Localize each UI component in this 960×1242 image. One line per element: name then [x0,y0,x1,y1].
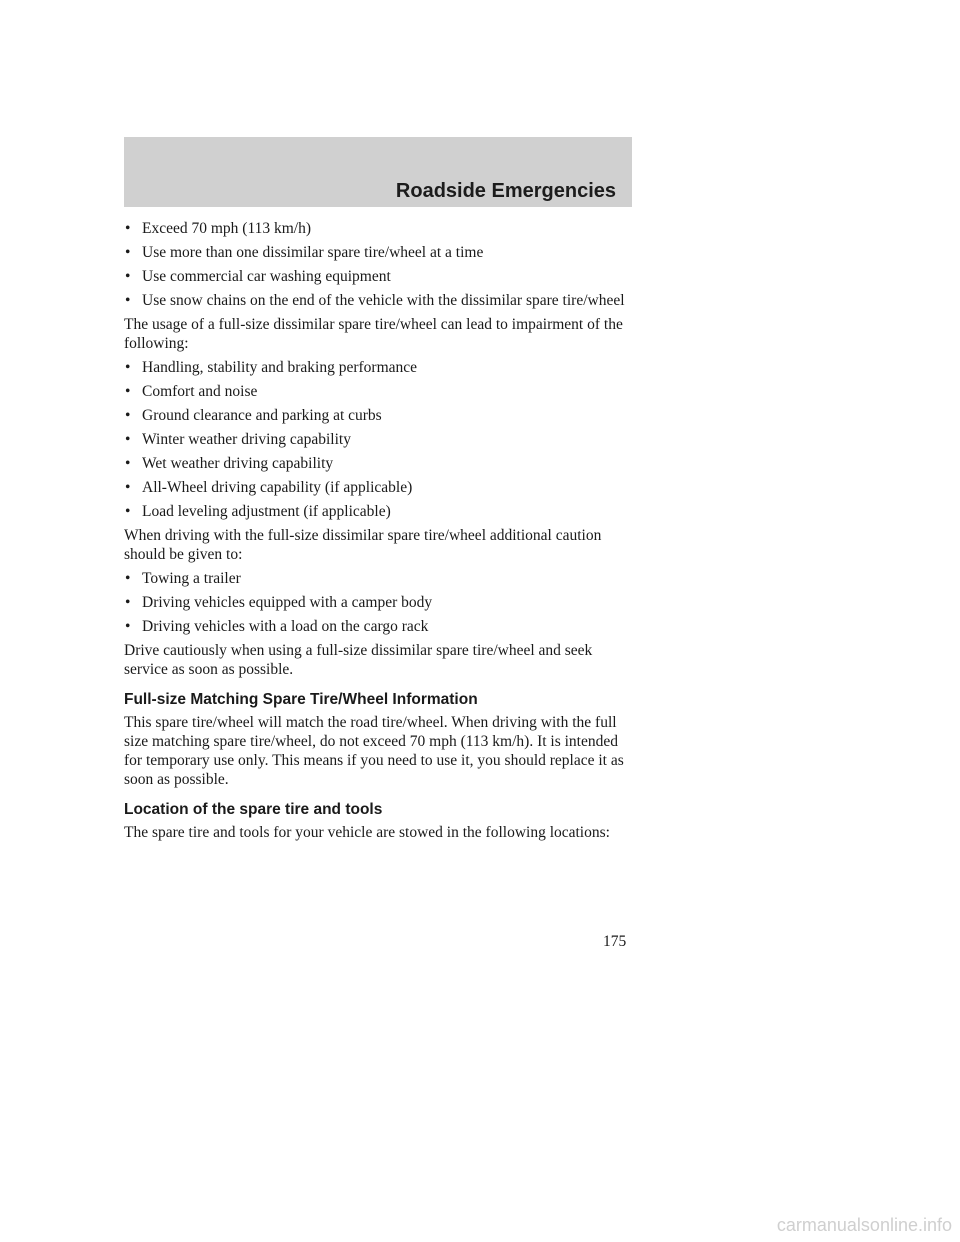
list-item: • Use more than one dissimilar spare tire/wheel at a time [124,243,634,262]
list-item: • Wet weather driving capability [124,454,634,473]
paragraph: The usage of a full-size dissimilar spare tire/wheel can lead to impairment of the following: [124,316,623,352]
list-item: • Exceed 70 mph (113 km/h) [124,219,634,238]
impairment-list [124,358,634,521]
watermark: carmanualsonline.info [776,1215,952,1235]
list-item: • Winter weather driving capability [124,430,634,449]
paragraph: Drive cautiously when using a full-size dissimilar spare tire/wheel and seek service as soon as possible. [124,642,593,678]
section-title: Roadside Emergencies [395,180,616,202]
caution-list [124,569,634,636]
list-item: • All-Wheel driving capability (if applicable) [124,478,634,497]
section-header-band [124,137,632,207]
list-item: • Handling, stability and braking performance [124,358,634,377]
list-item: • Towing a trailer [124,569,634,588]
list-item: • Comfort and noise [124,382,634,401]
list-item: • Load leveling adjustment (if applicable) [124,502,634,521]
subheading: Full-size Matching Spare Tire/Wheel Information [124,691,478,708]
subheading: Location of the spare tire and tools [124,801,383,818]
list-item: • Driving vehicles with a load on the cargo rack [124,617,634,636]
paragraph: This spare tire/wheel will match the road tire/wheel. When driving with the full size matching spare tire/wheel, do not exceed 70 mph (113 km/h). It is intended for temporary use only. This means if you need to use it, you should replace it as soon as possible. [124,714,624,788]
page-content [124,219,634,847]
list-item: • Ground clearance and parking at curbs [124,406,634,425]
paragraph: The spare tire and tools for your vehicle are stowed in the following locations: [124,824,610,841]
list-item: • Use snow chains on the end of the vehicle with the dissimilar spare tire/wheel [124,291,634,310]
paragraph: When driving with the full-size dissimilar spare tire/wheel additional caution should be given to: [124,527,602,563]
restrictions-list [124,219,634,310]
list-item: • Use commercial car washing equipment [124,267,634,286]
list-item: • Driving vehicles equipped with a camper body [124,593,634,612]
page-number: 175 [603,933,627,950]
